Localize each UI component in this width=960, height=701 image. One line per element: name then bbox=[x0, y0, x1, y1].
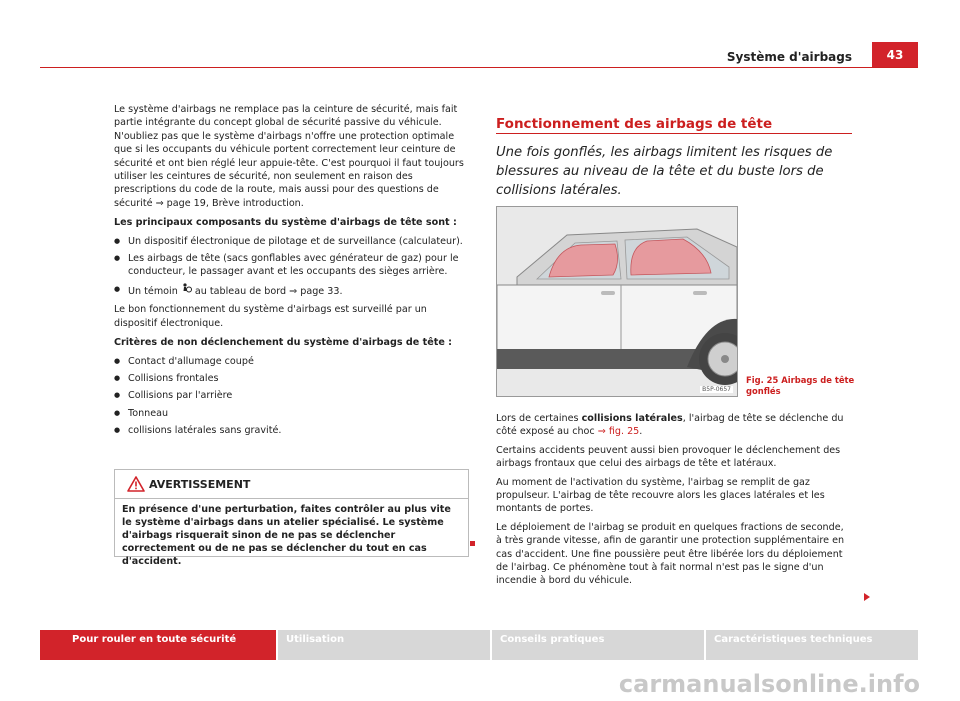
section-rule bbox=[496, 133, 852, 134]
section-title: Fonctionnement des airbags de tête bbox=[496, 116, 773, 132]
left-column bbox=[114, 103, 468, 443]
list-item: ● Collisions frontales bbox=[114, 372, 468, 385]
right-column bbox=[496, 412, 852, 593]
paragraph-2: Certains accidents peuvent aussi bien provoquer le déclenchement des airbags frontaux que celui des airbags de tête et latéraux. bbox=[496, 444, 841, 470]
p1-text-before: Lors de certaines bbox=[496, 413, 579, 424]
figure-reference-link[interactable]: ⇒ fig. 25 bbox=[597, 426, 640, 438]
end-of-section-marker bbox=[470, 541, 475, 546]
intro-paragraph: Le système d'airbags ne remplace pas la ceinture de sécurité, mais fait partie intégrante du concept global de sécurité passive du véhicule. N'oubliez pas que le système d'airbags n'offre une protection optimale que si les occupants du véhicule portent correctement leur ceinture de sécurité et ont bien réglé leur appuie-tête. C'est pourquoi il faut toujours utiliser les ceintures de sécurité, non seulement en raison des prescriptions du code de la route, mais aussi pour des questions de sécurité ⇒ page 19, Brève introduction. bbox=[114, 104, 464, 209]
components-heading: Les principaux composants du système d'airbags de tête sont : bbox=[114, 217, 457, 229]
car-airbag-illustration bbox=[496, 206, 738, 397]
header-rule bbox=[40, 67, 918, 68]
p1-text-after: , l'airbag de tête se déclenche du côté exposé au choc bbox=[496, 413, 844, 438]
list-item: ● Tonneau bbox=[114, 407, 468, 420]
list-item: ● Un dispositif électronique de pilotage et de surveillance (calculateur). bbox=[114, 235, 468, 248]
tab-technical-specs[interactable]: Caractéristiques techniques bbox=[706, 630, 918, 660]
tab-safety[interactable]: Pour rouler en toute sécurité bbox=[40, 630, 276, 660]
continue-arrow-icon bbox=[864, 593, 870, 601]
watermark: carmanualsonline.info bbox=[618, 670, 920, 698]
criteria-heading: Critères de non déclenchement du système d'airbags de tête : bbox=[114, 337, 452, 349]
warning-title: AVERTISSEMENT bbox=[149, 478, 251, 491]
tab-practical-tips[interactable]: Conseils pratiques bbox=[492, 630, 704, 660]
lead-paragraph: Une fois gonflés, les airbags limitent les risques de blessures au niveau de la tête et du buste lors de collisions latérales. bbox=[496, 145, 833, 198]
footer-nav bbox=[40, 630, 918, 660]
witness-text-before: Un témoin bbox=[128, 285, 178, 297]
page-number: 43 bbox=[872, 42, 918, 68]
list-item: ● Contact d'allumage coupé bbox=[114, 355, 468, 368]
paragraph-3: Au moment de l'activation du système, l'airbag se remplit de gaz propulseur. L'airbag de tête recouvre alors les glaces latérales et les montants de portes. bbox=[496, 476, 825, 515]
warning-header bbox=[115, 470, 468, 499]
p1-end: . bbox=[639, 426, 643, 438]
warning-triangle-icon bbox=[127, 476, 145, 496]
p1-bold-term: collisions latérales bbox=[581, 413, 683, 424]
components-list bbox=[114, 235, 468, 299]
paragraph-1 bbox=[496, 412, 852, 439]
list-item: ● collisions latérales sans gravité. bbox=[114, 424, 468, 437]
running-header: Système d'airbags bbox=[726, 50, 852, 64]
warning-box bbox=[114, 469, 469, 567]
warning-text: En présence d'une perturbation, faites contrôler au plus vite le système d'airbags dans un atelier spécialisé. Le système d'airbags risquerait sinon de ne pas se déclencher correctement ou de ne pas se déclencher du tout en cas d'accident. bbox=[122, 504, 451, 567]
figure-caption: Fig. 25 Airbags de tête gonflés bbox=[746, 375, 855, 396]
list-item: ● Collisions par l'arrière bbox=[114, 389, 468, 402]
paragraph-4: Le déploiement de l'airbag se produit en quelques fractions de seconde, à très grande vitesse, afin de garantir une protection supplémentaire en cas d'accident. Une fine poussière peut être libérée lors du déploiement de l'airbag. Ce phénomène tout à fait normal n'est pas le signe d'un incendie à bord du véhicule. bbox=[496, 521, 845, 587]
criteria-list bbox=[114, 355, 468, 438]
tab-usage[interactable]: Utilisation bbox=[278, 630, 490, 660]
witness-text-after: au tableau de bord ⇒ page 33. bbox=[194, 285, 343, 297]
airbag-warning-icon bbox=[181, 283, 192, 298]
list-item: ● Les airbags de tête (sacs gonflables avec générateur de gaz) pour le conducteur, le passager avant et les occupants des sièges arrière. bbox=[114, 252, 468, 279]
car-side-drawing bbox=[497, 207, 737, 396]
figure-code: B5P-0657 bbox=[702, 386, 731, 393]
list-item bbox=[114, 283, 468, 298]
monitoring-paragraph: Le bon fonctionnement du système d'airbags est surveillé par un dispositif électronique. bbox=[114, 304, 427, 329]
